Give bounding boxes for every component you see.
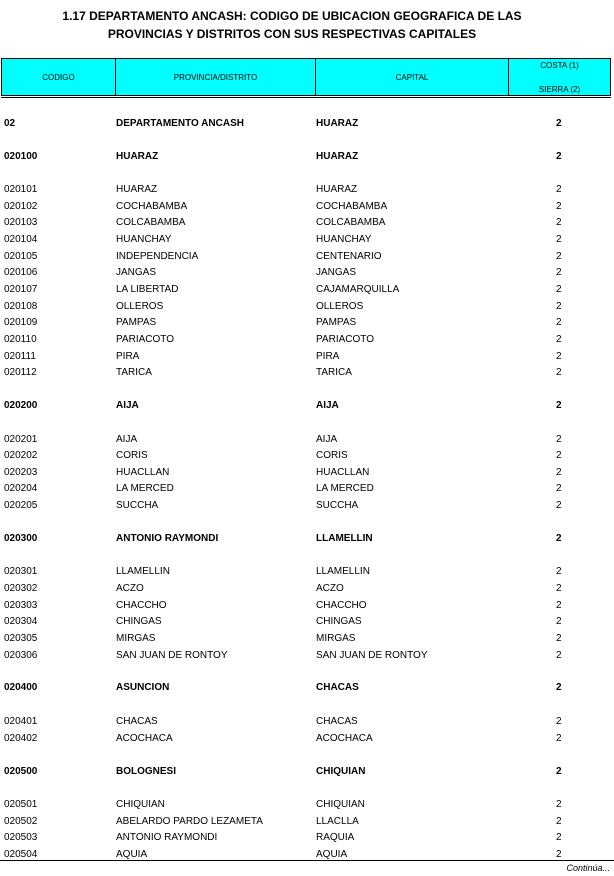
cell-provincia: ANTONIO RAYMONDI — [116, 533, 219, 544]
cell-region: 2 — [556, 616, 562, 627]
cell-provincia: LA LIBERTAD — [116, 284, 179, 295]
cell-codigo: 020504 — [4, 849, 38, 860]
cell-provincia: AIJA — [116, 434, 138, 445]
cell-capital: AIJA — [316, 400, 339, 411]
cell-codigo: 020502 — [4, 816, 38, 827]
cell-capital: CHINGAS — [316, 616, 362, 627]
cell-capital: HUARAZ — [316, 184, 358, 195]
cell-capital: TARICA — [316, 367, 352, 378]
cell-provincia: LA MERCED — [116, 483, 174, 494]
cell-region: 2 — [556, 118, 562, 129]
cell-provincia: COCHABAMBA — [116, 201, 188, 212]
cell-codigo: 020500 — [4, 766, 38, 777]
cell-provincia: DEPARTAMENTO ANCASH — [116, 118, 244, 129]
table-row — [0, 398, 614, 414]
cell-capital: COLCABAMBA — [316, 217, 386, 228]
cell-codigo: 020202 — [4, 450, 38, 461]
cell-codigo: 020303 — [4, 600, 38, 611]
table-row — [0, 365, 614, 381]
table-row — [0, 598, 614, 614]
cell-capital: CHACAS — [316, 682, 359, 693]
cell-region: 2 — [556, 849, 562, 860]
cell-region: 2 — [556, 483, 562, 494]
cell-region: 2 — [556, 832, 562, 843]
cell-codigo: 020300 — [4, 533, 38, 544]
header-capital: CAPITAL — [316, 59, 509, 95]
cell-codigo: 020106 — [4, 267, 38, 278]
title-line-1: 1.17 DEPARTAMENTO ANCASH: CODIGO DE UBICACION GEOGRAFICA DE LAS — [62, 9, 522, 23]
cell-provincia: COLCABAMBA — [116, 217, 186, 228]
cell-capital: PIRA — [316, 351, 340, 362]
cell-provincia: ANTONIO RAYMONDI — [116, 832, 218, 843]
cell-provincia: ACZO — [116, 583, 144, 594]
cell-provincia: TARICA — [116, 367, 152, 378]
cell-codigo: 020109 — [4, 317, 38, 328]
cell-capital: ACZO — [316, 583, 344, 594]
cell-codigo: 020108 — [4, 301, 38, 312]
cell-codigo: 020401 — [4, 716, 38, 727]
cell-region: 2 — [556, 799, 562, 810]
cell-codigo: 020302 — [4, 583, 38, 594]
cell-capital: CENTENARIO — [316, 251, 382, 262]
cell-capital: LLAMELLIN — [316, 533, 373, 544]
table-row — [0, 199, 614, 215]
cell-codigo: 020100 — [4, 151, 38, 162]
cell-codigo: 020501 — [4, 799, 38, 810]
cell-provincia: AQUIA — [116, 849, 148, 860]
table-row — [0, 731, 614, 747]
cell-provincia: PARIACOTO — [116, 334, 174, 345]
cell-region: 2 — [556, 367, 562, 378]
cell-provincia: HUACLLAN — [116, 467, 170, 478]
cell-provincia: ASUNCION — [116, 682, 170, 693]
cell-codigo: 020203 — [4, 467, 38, 478]
continua-note: Continúa... — [566, 863, 610, 873]
cell-capital: CHIQUIAN — [316, 799, 365, 810]
cell-provincia: LLAMELLIN — [116, 566, 170, 577]
cell-codigo: 020110 — [4, 334, 37, 345]
table-row — [0, 631, 614, 647]
table-header — [1, 58, 611, 96]
cell-codigo: 020204 — [4, 483, 38, 494]
cell-region: 2 — [556, 650, 562, 661]
cell-region: 2 — [556, 351, 562, 362]
table-row — [0, 448, 614, 464]
cell-capital: HUARAZ — [316, 151, 359, 162]
cell-codigo: 020103 — [4, 217, 38, 228]
table-row — [0, 265, 614, 281]
cell-region: 2 — [556, 600, 562, 611]
cell-capital: JANGAS — [316, 267, 357, 278]
table-row — [0, 830, 614, 846]
cell-region: 2 — [556, 467, 562, 478]
cell-capital: CHIQUIAN — [316, 766, 366, 777]
cell-codigo: 020101 — [4, 184, 38, 195]
cell-region: 2 — [556, 766, 562, 777]
cell-provincia: SAN JUAN DE RONTOY — [116, 650, 228, 661]
cell-capital: RAQUIA — [316, 832, 355, 843]
cell-capital: LA MERCED — [316, 483, 374, 494]
cell-region: 2 — [556, 334, 562, 345]
cell-provincia: HUARAZ — [116, 151, 159, 162]
cell-codigo: 020102 — [4, 201, 38, 212]
cell-codigo: 020402 — [4, 733, 38, 744]
cell-provincia: CORIS — [116, 450, 148, 461]
table-row — [0, 182, 614, 198]
cell-region: 2 — [556, 301, 562, 312]
cell-provincia: JANGAS — [116, 267, 157, 278]
cell-codigo: 020112 — [4, 367, 37, 378]
cell-provincia: CHIQUIAN — [116, 799, 165, 810]
cell-capital: MIRGAS — [316, 633, 356, 644]
cell-region: 2 — [556, 716, 562, 727]
page-title — [0, 7, 584, 43]
cell-capital: CAJAMARQUILLA — [316, 284, 400, 295]
cell-provincia: ACOCHACA — [116, 733, 173, 744]
table-row — [0, 481, 614, 497]
table-row — [0, 564, 614, 580]
cell-capital: AIJA — [316, 434, 338, 445]
cell-capital: LLACLLA — [316, 816, 359, 827]
cell-codigo: 020201 — [4, 434, 38, 445]
table-row — [0, 332, 614, 348]
cell-codigo: 020305 — [4, 633, 38, 644]
cell-capital: HUACLLAN — [316, 467, 370, 478]
cell-region: 2 — [556, 284, 562, 295]
cell-region: 2 — [556, 400, 562, 411]
cell-provincia: HUANCHAY — [116, 234, 172, 245]
cell-region: 2 — [556, 682, 562, 693]
cell-provincia: CHINGAS — [116, 616, 162, 627]
cell-capital: HUARAZ — [316, 118, 359, 129]
cell-capital: PAMPAS — [316, 317, 357, 328]
table-row — [0, 149, 614, 165]
header-costa: COSTA (1) — [540, 61, 579, 70]
cell-region: 2 — [556, 267, 562, 278]
cell-codigo: 020301 — [4, 566, 38, 577]
cell-region: 2 — [556, 201, 562, 212]
title-line-2: PROVINCIAS Y DISTRITOS CON SUS RESPECTIVAS CAPITALES — [107, 27, 477, 41]
cell-region: 2 — [556, 816, 562, 827]
cell-codigo: 020200 — [4, 400, 38, 411]
cell-region: 2 — [556, 217, 562, 228]
cell-region: 2 — [556, 184, 562, 195]
cell-capital: LLAMELLIN — [316, 566, 370, 577]
cell-region: 2 — [556, 533, 562, 544]
cell-region: 2 — [556, 234, 562, 245]
cell-capital: COCHABAMBA — [316, 201, 388, 212]
cell-region: 2 — [556, 733, 562, 744]
table-row — [0, 349, 614, 365]
cell-capital: HUANCHAY — [316, 234, 372, 245]
cell-provincia: HUARAZ — [116, 184, 158, 195]
cell-provincia: CHACCHO — [116, 600, 167, 611]
cell-codigo: 020105 — [4, 251, 38, 262]
cell-region: 2 — [556, 566, 562, 577]
cell-codigo: 020111 — [4, 351, 36, 362]
table-row — [0, 299, 614, 315]
cell-capital: CHACAS — [316, 716, 358, 727]
table-row — [0, 498, 614, 514]
cell-region: 2 — [556, 151, 562, 162]
cell-codigo: 02 — [4, 118, 16, 129]
header-divider — [1, 97, 611, 98]
table-row — [0, 714, 614, 730]
cell-region: 2 — [556, 317, 562, 328]
cell-codigo: 020503 — [4, 832, 38, 843]
header-provincia: PROVINCIA/DISTRITO — [116, 59, 316, 95]
cell-codigo: 020306 — [4, 650, 38, 661]
table-row — [0, 764, 614, 780]
cell-region: 2 — [556, 434, 562, 445]
table-row — [0, 797, 614, 813]
cell-codigo: 020304 — [4, 616, 38, 627]
table-row — [0, 531, 614, 547]
cell-capital: CORIS — [316, 450, 348, 461]
table-row — [0, 614, 614, 630]
cell-provincia: OLLEROS — [116, 301, 164, 312]
cell-provincia: SUCCHA — [116, 500, 159, 511]
cell-capital: CHACCHO — [316, 600, 367, 611]
header-codigo: CODIGO — [2, 59, 116, 95]
table-row — [0, 232, 614, 248]
header-region — [509, 59, 610, 95]
table-row — [0, 315, 614, 331]
cell-provincia: PAMPAS — [116, 317, 157, 328]
cell-region: 2 — [556, 583, 562, 594]
cell-region: 2 — [556, 633, 562, 644]
cell-codigo: 020205 — [4, 500, 38, 511]
table-row — [0, 282, 614, 298]
table-row — [0, 249, 614, 265]
table-row — [0, 116, 614, 132]
table-row — [0, 648, 614, 664]
cell-region: 2 — [556, 500, 562, 511]
cell-provincia: BOLOGNESI — [116, 766, 177, 777]
table-row — [0, 215, 614, 231]
table-row — [0, 581, 614, 597]
cell-codigo: 020400 — [4, 682, 38, 693]
table-row — [0, 432, 614, 448]
cell-capital: ACOCHACA — [316, 733, 373, 744]
cell-codigo: 020107 — [4, 284, 38, 295]
table-row — [0, 680, 614, 696]
table-row — [0, 814, 614, 830]
header-sierra: SIERRA (2) — [538, 85, 581, 94]
cell-region: 2 — [556, 450, 562, 461]
cell-provincia: ABELARDO PARDO LEZAMETA — [116, 816, 263, 827]
cell-provincia: MIRGAS — [116, 633, 156, 644]
cell-provincia: PIRA — [116, 351, 140, 362]
cell-capital: OLLEROS — [316, 301, 364, 312]
bottom-divider — [0, 860, 614, 861]
cell-capital: SUCCHA — [316, 500, 359, 511]
cell-region: 2 — [556, 251, 562, 262]
cell-provincia: CHACAS — [116, 716, 158, 727]
cell-provincia: AIJA — [116, 400, 139, 411]
cell-provincia: INDEPENDENCIA — [116, 251, 199, 262]
table-row — [0, 465, 614, 481]
cell-capital: PARIACOTO — [316, 334, 374, 345]
cell-capital: AQUIA — [316, 849, 348, 860]
cell-codigo: 020104 — [4, 234, 38, 245]
cell-capital: SAN JUAN DE RONTOY — [316, 650, 428, 661]
